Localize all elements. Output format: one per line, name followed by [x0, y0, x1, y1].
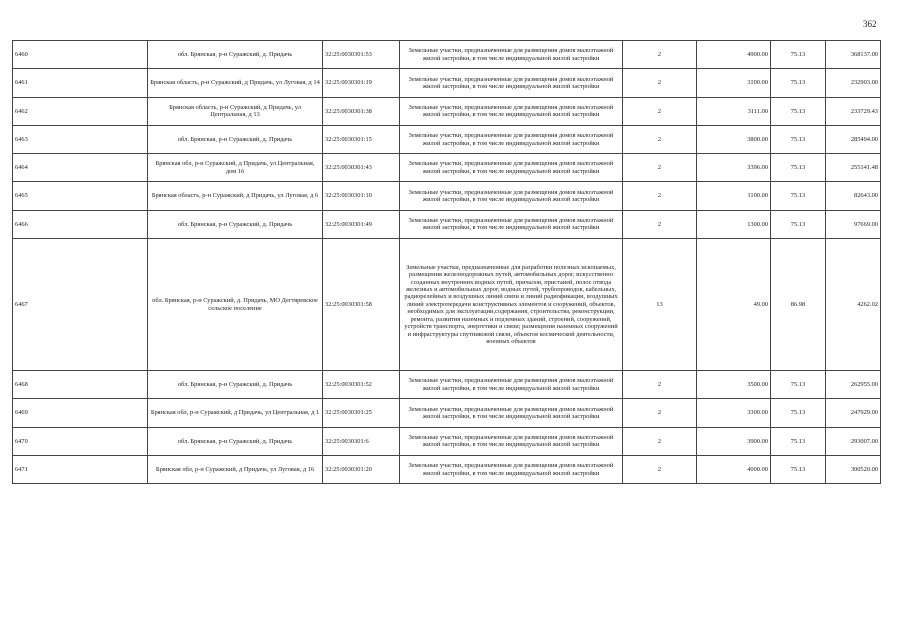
land-use-cell: Земельные участки, предназначенные для размещения домов малоэтажной жилой застройки, в том числе индивидуальной жилой застройки — [400, 41, 623, 69]
cadastral-number-cell: 32:25:0030301:53 — [323, 41, 400, 69]
area-cell: 3100.00 — [697, 69, 771, 97]
category-cell: 2 — [623, 41, 697, 69]
row-number-cell: 6470 — [13, 427, 148, 455]
category-cell: 2 — [623, 97, 697, 125]
address-cell: обл. Брянская, р-н Суражский, д. Придачь, МО Дегтяревское сельское поселение — [148, 239, 323, 371]
area-cell: 4000.00 — [697, 455, 771, 483]
address-cell: Брянская обл, р-н Суражский, д Придачь, ул Центральная, дом 16 — [148, 154, 323, 182]
land-use-cell: Земельные участки, предназначенные для разработки полезных ископаемых, размещения железнодорожных путей, автомобильных дорог, искусственно созданных внутренних водных путей, причалов, пристаней, полос отвода железных и автомобильных дорог, водных путей, трубопроводов, кабельных, радиорелейных и воздушных линий связи и линий радиофикации, воздушных линий электропередачи конструктивных элементов и сооружений, объектов, необходимых для эксплуатации,содержания, строительства, реконструкции, ремонта, развития наземных и подземных зданий, строений, сооружений, устройств транспорта, энергетики и связи; размещения наземных сооружений и инфраструктуры спутниковой связи, объектов космической деятельности, военных объектов — [400, 239, 623, 371]
rate-cell: 75.13 — [771, 41, 826, 69]
rate-cell: 75.13 — [771, 210, 826, 238]
row-number-cell: 6463 — [13, 125, 148, 153]
cadastral-number-cell: 32:25:0030301:49 — [323, 210, 400, 238]
land-use-cell: Земельные участки, предназначенные для размещения домов малоэтажной жилой застройки, в том числе индивидуальной жилой застройки — [400, 455, 623, 483]
category-cell: 13 — [623, 239, 697, 371]
row-number-cell: 6461 — [13, 69, 148, 97]
table-row — [13, 210, 881, 238]
cadastral-value-cell: 293007.00 — [826, 427, 881, 455]
category-cell: 2 — [623, 427, 697, 455]
rate-cell: 75.13 — [771, 125, 826, 153]
category-cell: 2 — [623, 210, 697, 238]
rate-cell: 75.13 — [771, 399, 826, 427]
category-cell: 2 — [623, 399, 697, 427]
row-number-cell: 6467 — [13, 239, 148, 371]
cadastral-value-cell: 232903.00 — [826, 69, 881, 97]
area-cell: 3800.00 — [697, 125, 771, 153]
table-row — [13, 239, 881, 371]
land-use-cell: Земельные участки, предназначенные для размещения домов малоэтажной жилой застройки, в том числе индивидуальной жилой застройки — [400, 154, 623, 182]
category-cell: 2 — [623, 154, 697, 182]
table-row — [13, 69, 881, 97]
land-use-cell: Земельные участки, предназначенные для размещения домов малоэтажной жилой застройки, в том числе индивидуальной жилой застройки — [400, 97, 623, 125]
area-cell: 3300.00 — [697, 399, 771, 427]
cadastral-value-cell: 300520.00 — [826, 455, 881, 483]
table-body — [13, 41, 881, 484]
address-cell: Брянская обл, р-н Суражский, д Придачь, ул Луговая, д 16 — [148, 455, 323, 483]
row-number-cell: 6471 — [13, 455, 148, 483]
cadastral-number-cell: 32:25:0030301:58 — [323, 239, 400, 371]
category-cell: 2 — [623, 455, 697, 483]
cadastral-value-cell: 262955.00 — [826, 371, 881, 399]
cadastral-value-cell: 4262.02 — [826, 239, 881, 371]
row-number-cell: 6464 — [13, 154, 148, 182]
area-cell: 49.00 — [697, 239, 771, 371]
rate-cell: 75.13 — [771, 427, 826, 455]
area-cell: 3396.00 — [697, 154, 771, 182]
address-cell: обл. Брянская, р-н Суражский, д. Придачь — [148, 427, 323, 455]
table-row — [13, 427, 881, 455]
table-row — [13, 41, 881, 69]
address-cell: обл. Брянская, р-н Суражский, д. Придачь — [148, 41, 323, 69]
address-cell: Брянская обл, р-н Суражский, д Придачь, ул Центральная, д 1 — [148, 399, 323, 427]
cadastral-number-cell: 32:25:0030301:43 — [323, 154, 400, 182]
cadastral-number-cell: 32:25:0030301:38 — [323, 97, 400, 125]
cadastral-number-cell: 32:25:0030301:10 — [323, 182, 400, 210]
land-use-cell: Земельные участки, предназначенные для размещения домов малоэтажной жилой застройки, в том числе индивидуальной жилой застройки — [400, 210, 623, 238]
rate-cell: 75.13 — [771, 182, 826, 210]
land-registry-table — [12, 40, 881, 484]
rate-cell: 75.13 — [771, 371, 826, 399]
category-cell: 2 — [623, 125, 697, 153]
address-cell: Брянская область, р-н Суражский, д Придачь, ул Луговая, д 14 — [148, 69, 323, 97]
row-number-cell: 6469 — [13, 399, 148, 427]
page-number: 362 — [863, 19, 877, 29]
area-cell: 3500.00 — [697, 371, 771, 399]
cadastral-value-cell: 82643.00 — [826, 182, 881, 210]
cadastral-value-cell: 247929.00 — [826, 399, 881, 427]
area-cell: 1300.00 — [697, 210, 771, 238]
cadastral-number-cell: 32:25:0030301:15 — [323, 125, 400, 153]
area-cell: 1100.00 — [697, 182, 771, 210]
cadastral-value-cell: 233729.43 — [826, 97, 881, 125]
table-row — [13, 125, 881, 153]
row-number-cell: 6468 — [13, 371, 148, 399]
cadastral-number-cell: 32:25:0030301:52 — [323, 371, 400, 399]
address-cell: Брянская область, р-н Суражский, д Придачь, ул Луговая, д 6 — [148, 182, 323, 210]
land-use-cell: Земельные участки, предназначенные для размещения домов малоэтажной жилой застройки, в том числе индивидуальной жилой застройки — [400, 427, 623, 455]
rate-cell: 75.13 — [771, 455, 826, 483]
area-cell: 3111.00 — [697, 97, 771, 125]
address-cell: обл. Брянская, р-н Суражский, д. Придачь — [148, 210, 323, 238]
cadastral-value-cell: 255141.48 — [826, 154, 881, 182]
table-row — [13, 182, 881, 210]
land-use-cell: Земельные участки, предназначенные для размещения домов малоэтажной жилой застройки, в том числе индивидуальной жилой застройки — [400, 69, 623, 97]
table-row — [13, 97, 881, 125]
category-cell: 2 — [623, 69, 697, 97]
table-row — [13, 455, 881, 483]
table-row — [13, 154, 881, 182]
land-use-cell: Земельные участки, предназначенные для размещения домов малоэтажной жилой застройки, в том числе индивидуальной жилой застройки — [400, 371, 623, 399]
row-number-cell: 6460 — [13, 41, 148, 69]
area-cell: 3900.00 — [697, 427, 771, 455]
cadastral-number-cell: 32:25:0030301:6 — [323, 427, 400, 455]
cadastral-value-cell: 368137.00 — [826, 41, 881, 69]
category-cell: 2 — [623, 371, 697, 399]
land-use-cell: Земельные участки, предназначенные для размещения домов малоэтажной жилой застройки, в том числе индивидуальной жилой застройки — [400, 399, 623, 427]
row-number-cell: 6462 — [13, 97, 148, 125]
rate-cell: 75.13 — [771, 97, 826, 125]
rate-cell: 75.13 — [771, 69, 826, 97]
cadastral-value-cell: 285494.00 — [826, 125, 881, 153]
table-row — [13, 371, 881, 399]
cadastral-number-cell: 32:25:0030301:25 — [323, 399, 400, 427]
rate-cell: 86.98 — [771, 239, 826, 371]
cadastral-value-cell: 97669.00 — [826, 210, 881, 238]
cadastral-number-cell: 32:25:0030301:20 — [323, 455, 400, 483]
category-cell: 2 — [623, 182, 697, 210]
rate-cell: 75.13 — [771, 154, 826, 182]
land-use-cell: Земельные участки, предназначенные для размещения домов малоэтажной жилой застройки, в том числе индивидуальной жилой застройки — [400, 125, 623, 153]
area-cell: 4900.00 — [697, 41, 771, 69]
row-number-cell: 6465 — [13, 182, 148, 210]
row-number-cell: 6466 — [13, 210, 148, 238]
address-cell: обл. Брянская, р-н Суражский, д. Придачь — [148, 371, 323, 399]
address-cell: обл. Брянская, р-н Суражский, д. Придачь — [148, 125, 323, 153]
land-use-cell: Земельные участки, предназначенные для размещения домов малоэтажной жилой застройки, в том числе индивидуальной жилой застройки — [400, 182, 623, 210]
cadastral-number-cell: 32:25:0030301:19 — [323, 69, 400, 97]
table-row — [13, 399, 881, 427]
address-cell: Брянская область, р-н Суражский, д Придачь, ул Центральная, д 13 — [148, 97, 323, 125]
